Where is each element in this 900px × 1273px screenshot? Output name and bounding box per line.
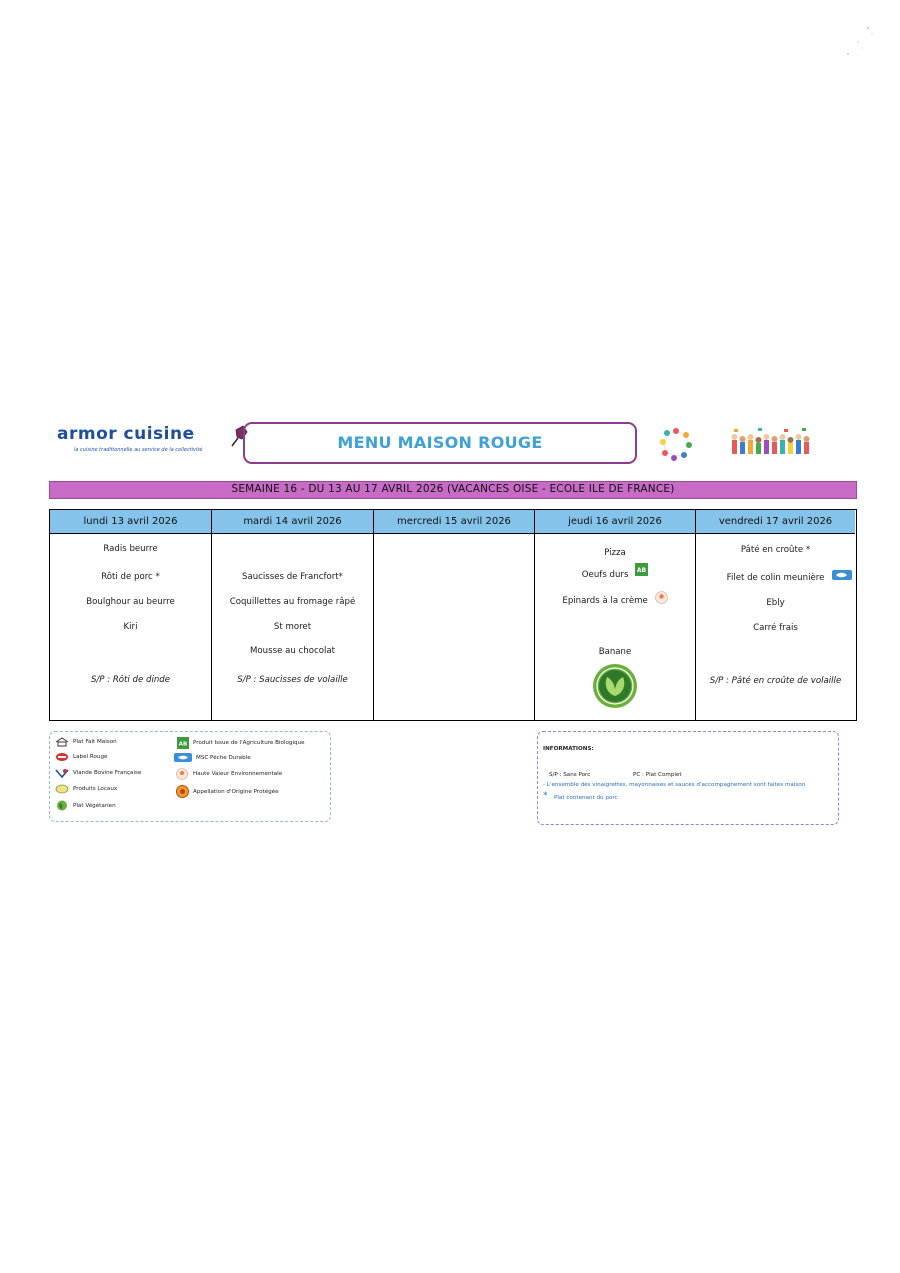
legend-item [175,768,282,780]
fait-maison-icon [55,737,69,747]
sans-porc-alternative: S/P : Saucisses de volaille [237,675,348,685]
dish: St moret [273,622,312,632]
svg-text:AB: AB [637,567,647,574]
dish: Coquillettes au fromage râpé [229,597,356,607]
vegetarian-leaf-icon [55,800,69,811]
menu-table [49,509,857,721]
sans-porc-alternative: S/P : Rôti de dinde [90,675,171,685]
info-title: INFORMATIONS: [543,746,594,752]
dish: Banane [598,647,632,657]
day-column-wednesday [374,510,535,720]
info-note: - L'ensemble des vinaigrettes, mayonnaises et sauces d'accompagnement sont faites maison [543,782,806,788]
day-header: mercredi 15 avril 2026 [374,510,534,534]
legend-label: Appellation d'Origine Protégée [193,788,279,795]
dish: Mousse au chocolat [250,646,335,656]
ab-bio-icon [635,563,648,576]
dish: Epinards à la crème [562,596,648,606]
legend-box [49,731,331,822]
hve-icon [655,591,668,604]
dish: Rôti de porc * [101,572,160,582]
legend-item [55,768,141,778]
dish: Ebly [766,598,785,608]
legend-item [55,752,107,762]
legend-label: Label Rouge [73,754,108,760]
logo-tagline: la cuisine traditionnelle au service de la collectivité [74,447,203,453]
info-sp: S/P : Sans Porc [549,772,591,778]
msc-fish-icon [174,753,192,762]
logo-title: armor cuisine [57,424,195,444]
aop-icon [176,785,189,798]
day-header: vendredi 17 avril 2026 [696,510,855,534]
day-header: lundi 13 avril 2026 [50,510,211,534]
day-header: jeudi 16 avril 2026 [535,510,695,534]
info-pc: PC : Plat Complet [633,772,682,778]
legend-item [55,784,117,794]
dish: Kiri [123,622,138,632]
label-rouge-icon [55,752,69,762]
day-column-tuesday [212,510,374,720]
viande-francaise-icon [55,768,69,778]
dish: Oeufs durs [581,570,629,580]
information-box [537,731,839,825]
legend-item [177,737,305,749]
dish: Radis beurre [103,544,158,554]
dish: Carré frais [753,623,798,633]
legend-label: MSC Pêche Durable [196,754,251,761]
svg-text:AB: AB [178,741,188,748]
dish: Filet de colin meunière [726,573,825,583]
legend-label: Viande Bovine Française [73,770,142,776]
legend-label: Plat Fait Maison [73,739,117,745]
legend-label: Plat Végétarien [73,802,116,809]
day-column-thursday [535,510,696,720]
dish: Saucisses de Francfort* [242,572,343,582]
legend-item [55,737,117,747]
legend-item [176,785,279,798]
legend-label: Haute Valeur Environnementale [193,771,283,777]
info-star: * [543,791,548,801]
produits-locaux-icon [55,784,69,794]
hve-icon [175,768,189,780]
week-label: SEMAINE 16 - DU 13 AU 17 AVRIL 2026 (VACANCES OISE - ECOLE ILE DE FRANCE) [231,483,675,495]
vegetarian-leaf-icon [592,663,638,709]
legend-label: Produits Locaux [73,786,118,792]
legend-item [174,753,251,762]
children-banner-icon [728,426,812,462]
day-column-monday [50,510,212,720]
sans-porc-alternative: S/P : Pâté en croûte de volaille [709,676,842,686]
scan-marks [840,22,880,62]
day-column-friday [696,510,855,720]
ab-bio-icon [177,737,189,749]
msc-fish-icon [832,570,852,580]
dish: Pizza [604,548,626,558]
menu-title: MENU MAISON ROUGE [337,433,543,452]
dish: Pâté en croûte * [740,545,811,555]
info-star-note: Plat contenant du porc [554,795,618,801]
dish: Boulghour au beurre [86,597,175,607]
dish-row [535,596,695,606]
day-header: mardi 14 avril 2026 [212,510,373,534]
legend-item [55,800,116,811]
legend-label: Produit Issue de l'Agriculture Biologique [193,740,305,746]
children-circle-icon [655,425,697,463]
dish-row [535,567,695,580]
